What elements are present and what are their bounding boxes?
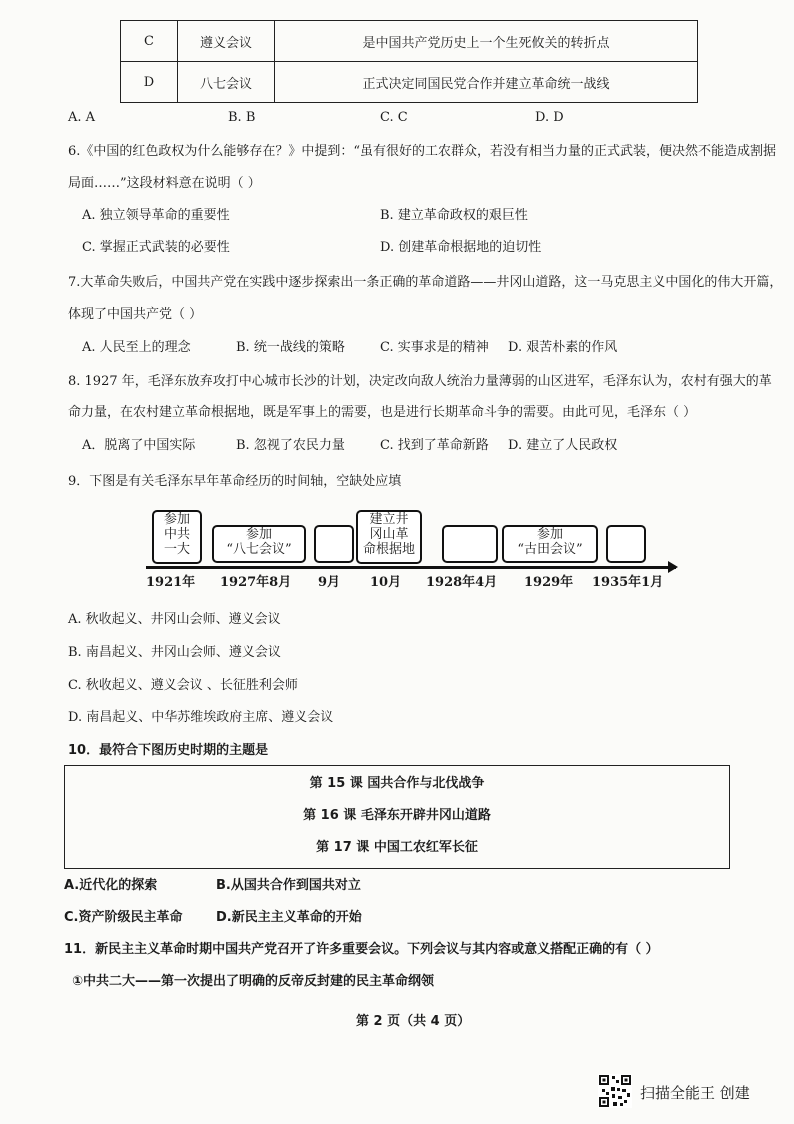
scanner-watermark: 扫描全能王 创建 <box>640 1084 750 1102</box>
q7-stem-line2: 体现了中国共产党（ ） <box>68 307 203 322</box>
q10-stem: 10．最符合下图历史时期的主题是 <box>68 743 269 758</box>
timeline-date-1935-1: 1935年1月 <box>592 575 664 590</box>
table-cell-content: 正式决定同国民党合作并建立革命统一战线 <box>275 62 698 103</box>
q9-stem: 9．下图是有关毛泽东早年革命经历的时间轴，空缺处应填 <box>68 474 402 489</box>
lesson-17: 第 17 课 中国工农红军长征 <box>316 840 478 855</box>
q10-option-c: C.资产阶级民主革命 <box>64 910 183 925</box>
timeline-date-9: 9月 <box>318 575 341 590</box>
table-cell-content: 是中国共产党历史上一个生死攸关的转折点 <box>275 21 698 62</box>
q9-option-c: C. 秋收起义、遵义会议 、长征胜利会师 <box>68 678 298 693</box>
q6-option-d: D. 创建革命根据地的迫切性 <box>380 240 542 255</box>
timeline-arrow-icon <box>668 561 678 573</box>
lesson-16: 第 16 课 毛泽东开辟井冈山道路 <box>303 808 491 823</box>
table-cell-meeting: 八七会议 <box>178 62 275 103</box>
q5-option-b: B. B <box>228 110 256 125</box>
timeline-diagram <box>140 505 680 595</box>
table-cell-letter: C <box>121 21 178 62</box>
timeline-box-1: 参加 中共 一大 <box>152 510 202 564</box>
timeline-box-empty-3 <box>606 525 646 563</box>
q7-option-a: A. 人民至上的理念 <box>82 340 191 355</box>
timeline-box-empty-1 <box>314 525 354 563</box>
q11-item-1: ①中共二大——第一次提出了明确的反帝反封建的民主革命纲领 <box>72 974 435 989</box>
timeline-box-6: 参加 “古田会议” <box>502 525 598 563</box>
table-row <box>121 21 698 62</box>
q11-stem: 11．新民主主义革命时期中国共产党召开了许多重要会议。下列会议与其内容或意义搭配正确的有（ ） <box>64 942 659 957</box>
q10-option-a: A.近代化的探索 <box>64 878 158 893</box>
q8-option-a: A．脱离了中国实际 <box>82 438 196 453</box>
timeline-box-2: 参加 “八七会议” <box>212 525 306 563</box>
q6-option-b: B. 建立革命政权的艰巨性 <box>380 208 528 223</box>
lesson-15: 第 15 课 国共合作与北伐战争 <box>309 776 485 791</box>
q7-option-c: C. 实事求是的精神 <box>380 340 489 355</box>
q10-option-d: D.新民主主义革命的开始 <box>216 910 362 925</box>
q8-option-c: C. 找到了革命新路 <box>380 438 489 453</box>
q5-option-d: D. D <box>535 110 564 125</box>
table-cell-letter: D <box>121 62 178 103</box>
q5-option-a: A. A <box>68 110 96 125</box>
q8-stem-line1: 8. 1927 年，毛泽东放弃攻打中心城市长沙的计划，决定改向敌人统治力量薄弱的山区进军，毛泽东认为，农村有强大的革 <box>68 374 772 389</box>
q7-option-d: D. 艰苦朴素的作风 <box>508 340 618 355</box>
timeline-date-1921: 1921年 <box>146 575 196 590</box>
q6-stem-line1: 6.《中国的红色政权为什么能够存在？》中提到：“虽有很好的工农群众，若没有相当力量的正式武装，便决然不能造成割据 <box>68 144 777 159</box>
q10-option-b: B.从国共合作到国共对立 <box>216 878 361 893</box>
timeline-date-1927-8: 1927年8月 <box>220 575 292 590</box>
table-cell-meeting: 遵义会议 <box>178 21 275 62</box>
timeline-date-10: 10月 <box>370 575 402 590</box>
q9-option-b: B. 南昌起义、井冈山会师、遵义会议 <box>68 645 281 660</box>
q8-option-d: D. 建立了人民政权 <box>508 438 618 453</box>
answer-table <box>120 20 698 103</box>
q8-option-b: B. 忽视了农民力量 <box>236 438 345 453</box>
q5-option-c: C. C <box>380 110 408 125</box>
q6-option-c: C. 掌握正式武装的必要性 <box>82 240 230 255</box>
timeline-box-empty-2 <box>442 525 498 563</box>
q9-option-d: D. 南昌起义、中华苏维埃政府主席、遵义会议 <box>68 710 334 725</box>
page-number: 第 2 页（共 4 页） <box>356 1014 471 1029</box>
table-row <box>121 62 698 103</box>
q8-stem-line2: 命力量，在农村建立革命根据地，既是军事上的需要，也是进行长期革命斗争的需要。由此可见，毛泽东（ ） <box>68 405 697 420</box>
q6-stem-line2: 局面……”这段材料意在说明（ ） <box>68 176 261 191</box>
timeline-date-1929: 1929年 <box>524 575 574 590</box>
timeline-date-1928-4: 1928年4月 <box>426 575 498 590</box>
lesson-box <box>64 765 730 869</box>
timeline-box-4: 建立井 冈山革 命根据地 <box>356 510 422 564</box>
timeline-axis <box>146 566 676 569</box>
q7-stem-line1: 7.大革命失败后，中国共产党在实践中逐步探索出一条正确的革命道路——井冈山道路，这一马克思主义中国化的伟大开篇， <box>68 275 783 290</box>
q7-option-b: B. 统一战线的策略 <box>236 340 345 355</box>
qr-code-icon <box>598 1074 632 1108</box>
q9-option-a: A. 秋收起义、井冈山会师、遵义会议 <box>68 612 281 627</box>
q6-option-a: A. 独立领导革命的重要性 <box>82 208 230 223</box>
